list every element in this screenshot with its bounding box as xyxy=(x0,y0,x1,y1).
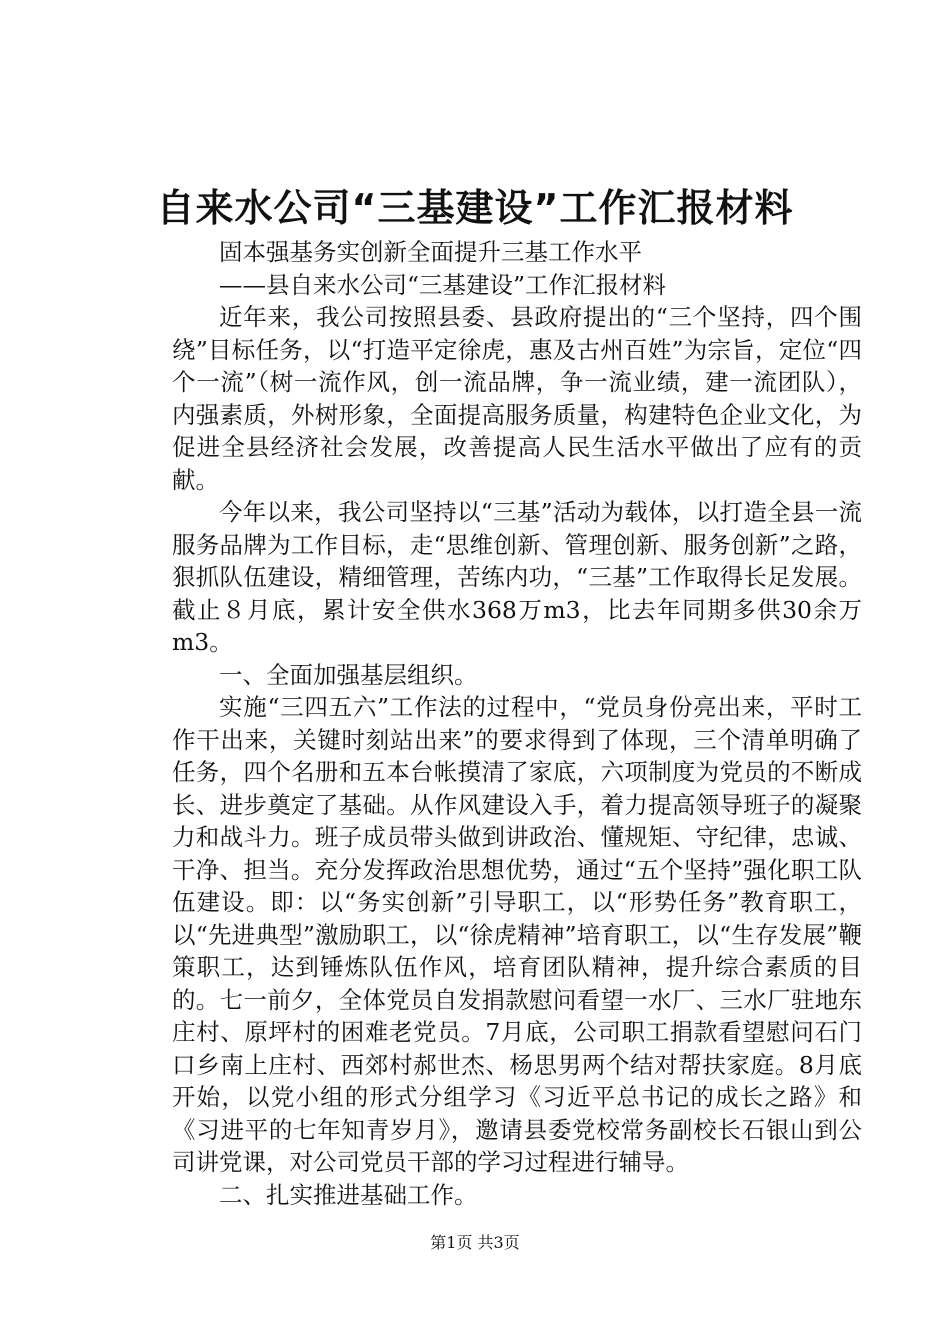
body-paragraph: 今年以来，我公司坚持以“三基”活动为载体，以打造全县一流服务品牌为工作目标，走“思维创新、管理创新、服务创新”之路，狠抓队伍建设，精细管理，苦练内功，“三基”工作取得长足发展。截止８月底，累计安全供水368万m3，比去年同期多供30余万m3。 xyxy=(172,498,862,656)
body-paragraph: 近年来，我公司按照县委、县政府提出的“三个坚持，四个围绕”目标任务，以“打造平定徐虎，惠及古州百姓”为宗旨，定位“四个一流”（树一流作风，创一流品牌，争一流业绩，建一流团队），内强素质，外树形象，全面提高服务质量，构建特色企业文化，为促进全县经济社会发展，改善提高人民生活水平做出了应有的贡献。 xyxy=(172,303,862,494)
document-body xyxy=(172,236,862,1211)
body-paragraph: 实施“三四五六”工作法的过程中，“党员身份亮出来，平时工作干出来，关键时刻站出来”的要求得到了体现，三个清单明确了任务，四个名册和五本台帐摸清了家底，六项制度为党员的不断成长、进步奠定了基础。从作风建设入手，着力提高领导班子的凝聚力和战斗力。班子成员带头做到讲政治、懂规矩、守纪律，忠诚、干净、担当。充分发挥政治思想优势，通过“五个坚持”强化职工队伍建设。即：以“务实创新”引导职工，以“形势任务”教育职工，以“先进典型”激励职工，以“徐虎精神”培育职工，以“生存发展”鞭策职工，达到锤炼队伍作风，培育团队精神，提升综合素质的目的。七一前夕，全体党员自发捐款慰问看望一水厂、三水厂驻地东庄村、原坪村的困难老党员。7月底，公司职工捐款看望慰问石门口乡南上庄村、西郊村郝世杰、杨思男两个结对帮扶家庭。8月底开始，以党小组的形式分组学习《习近平总书记的成长之路》和《习进平的七年知青岁月》，邀请县委党校常务副校长石银山到公司讲党课，对公司党员干部的学习过程进行辅导。 xyxy=(172,693,862,1176)
section-heading: 一、全面加强基层组织。 xyxy=(219,660,478,689)
page-number-footer: 第1页 共3页 xyxy=(430,1233,520,1252)
document-title: 自来水公司“三基建设”工作汇报材料 xyxy=(156,186,794,230)
subtitle-line: 固本强基务实创新全面提升三基工作水平 xyxy=(219,238,642,266)
subtitle-source-line: ——县自来水公司“三基建设”工作汇报材料 xyxy=(219,270,667,299)
section-heading: 二、扎实推进基础工作。 xyxy=(219,1180,478,1209)
